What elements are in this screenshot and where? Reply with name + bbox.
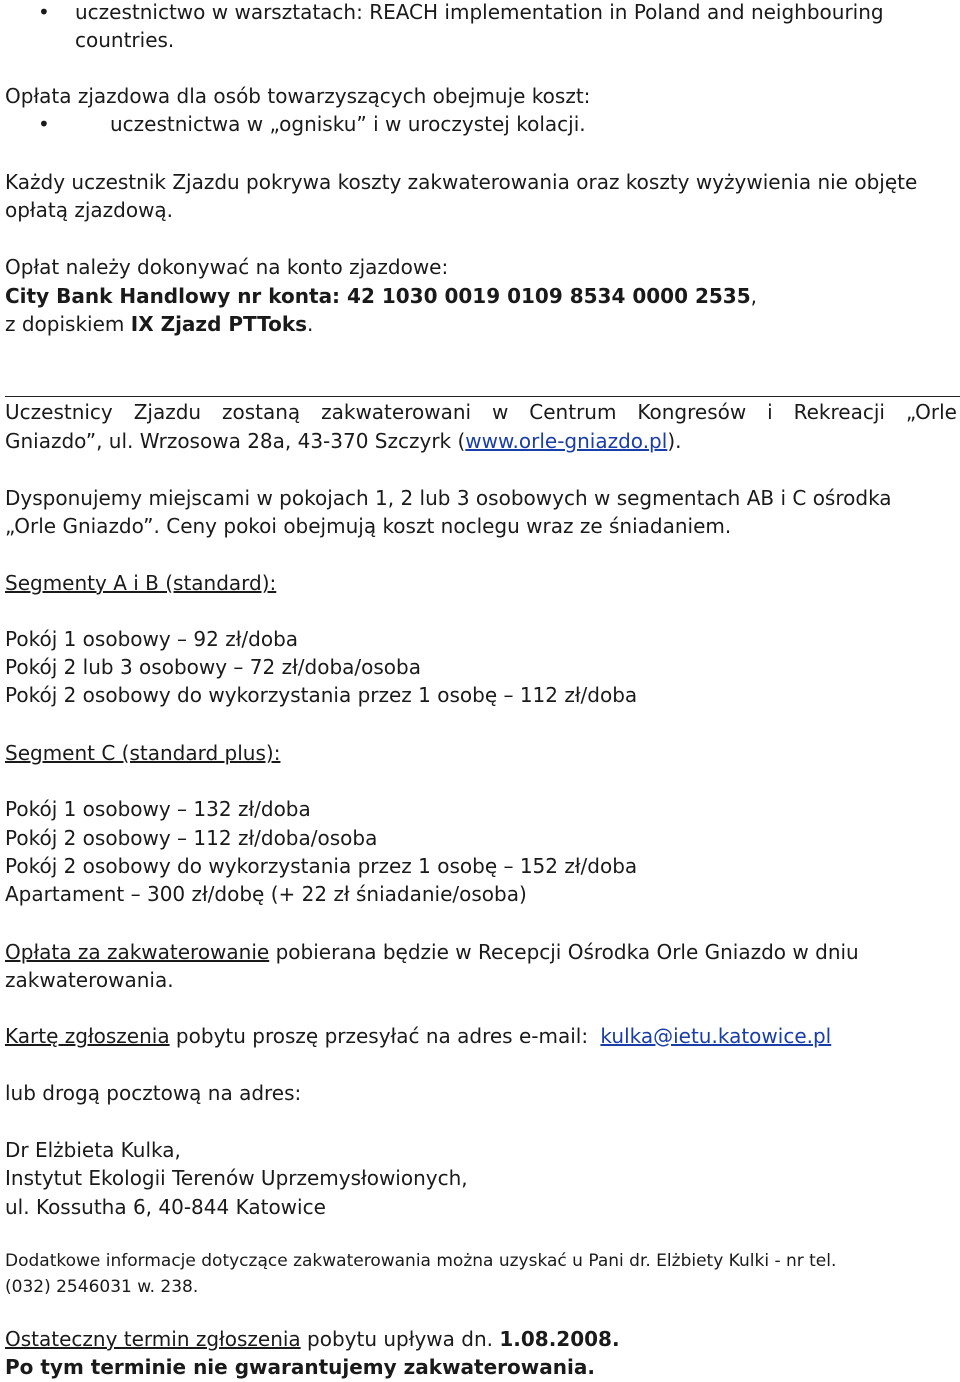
section-divider (5, 396, 960, 397)
accommodation-word: i (767, 400, 773, 424)
costs-note-line1: Każdy uczestnik Zjazdu pokrywa koszty zakwaterowania oraz koszty wyżywienia nie objęte (5, 170, 918, 194)
accommodation-word: Zjazdu (133, 400, 202, 424)
accommodation-word: zakwaterowani (321, 400, 472, 424)
accommodation-line2 (5, 429, 681, 453)
address-name: Dr Elżbieta Kulka, (5, 1138, 181, 1162)
fee-collection-line2: zakwaterowania. (5, 968, 174, 992)
website-link[interactable]: www.orle-gniazdo.pl (465, 429, 668, 453)
accommodation-word: Centrum (529, 400, 617, 424)
payment-note-title: IX Zjazd PTToks (130, 312, 308, 336)
price-row: Pokój 2 osobowy – 112 zł/doba/osoba (5, 826, 378, 850)
rooms-line2: „Orle Gniazdo”. Ceny pokoi obejmują koszt noclegu wraz ze śniadaniem. (5, 514, 732, 538)
postal-intro: lub drogą pocztową na adres: (5, 1081, 302, 1105)
bank-account-suffix: , (750, 284, 757, 308)
segment-c-heading: Segment C (standard plus): (5, 741, 281, 765)
payment-note-prefix: z dopiskiem (5, 312, 131, 336)
registration-line (5, 1024, 831, 1048)
accommodation-word: zostaną (222, 400, 301, 424)
price-row: Pokój 2 osobowy do wykorzystania przez 1 osobę – 152 zł/doba (5, 854, 638, 878)
accommodation-word: Kongresów (637, 400, 747, 424)
deadline-text: pobytu upływa dn. (300, 1327, 500, 1351)
price-row: Pokój 2 lub 3 osobowy – 72 zł/doba/osoba (5, 655, 421, 679)
deadline-date: 1.08.2008. (499, 1327, 620, 1351)
price-row: Pokój 1 osobowy – 92 zł/doba (5, 627, 299, 651)
price-row: Pokój 1 osobowy – 132 zł/doba (5, 797, 311, 821)
accommodation-word: „Orle (905, 400, 957, 424)
costs-note-line2: opłatą zjazdową. (5, 198, 174, 222)
bank-account-line (5, 284, 757, 308)
workshop-bullet-icon: • (38, 0, 50, 24)
accommodation-line2-suffix: ). (667, 429, 682, 453)
rooms-line1: Dysponujemy miejscami w pokojach 1, 2 lub 3 osobowych w segmentach AB i C ośrodka (5, 486, 892, 510)
payment-intro: Opłat należy dokonywać na konto zjazdowe: (5, 255, 449, 279)
payment-note-suffix: . (307, 312, 314, 336)
address-institute: Instytut Ekologii Terenów Uprzemysłowionych, (5, 1166, 468, 1190)
deadline-line (5, 1327, 620, 1351)
price-row: Apartament – 300 zł/dobę (+ 22 zł śniadanie/osoba) (5, 882, 527, 906)
accommodation-address: Gniazdo”, ul. Wrzosowa 28a, 43-370 Szczyrk ( (5, 429, 466, 453)
accommodation-line1 (5, 400, 957, 424)
workshop-bullet-text: uczestnictwo w warsztatach: REACH implementation in Poland and neighbouring (75, 0, 884, 24)
fee-collection-title: Opłata za zakwaterowanie (5, 940, 270, 964)
email-link[interactable]: kulka@ietu.katowice.pl (600, 1024, 832, 1048)
registration-text: pobytu proszę przesyłać na adres e-mail: (169, 1024, 595, 1048)
companion-bullet-icon: • (38, 112, 50, 136)
info-line1: Dodatkowe informacje dotyczące zakwaterowania można uzyskać u Pani dr. Elżbiety Kulki - nr tel. (5, 1251, 837, 1271)
fee-collection-line1 (5, 940, 859, 964)
info-line2: (032) 2546031 w. 238. (5, 1277, 199, 1297)
companion-fee-intro: Opłata zjazdowa dla osób towarzyszących obejmuje koszt: (5, 84, 591, 108)
deadline-title: Ostateczny termin zgłoszenia (5, 1327, 301, 1351)
deadline-warning: Po tym terminie nie gwarantujemy zakwaterowania. (5, 1355, 595, 1379)
accommodation-word: w (492, 400, 509, 424)
price-row: Pokój 2 osobowy do wykorzystania przez 1 osobę – 112 zł/doba (5, 683, 638, 707)
fee-collection-text: pobierana będzie w Recepcji Ośrodka Orle Gniazdo w dniu (269, 940, 859, 964)
accommodation-word: Rekreacji (793, 400, 885, 424)
registration-title: Kartę zgłoszenia (5, 1024, 170, 1048)
segment-ab-heading: Segmenty A i B (standard): (5, 571, 277, 595)
address-street: ul. Kossutha 6, 40-844 Katowice (5, 1195, 326, 1219)
workshop-bullet-text-cont: countries. (75, 28, 175, 52)
companion-bullet-text: uczestnictwa w „ognisku” i w uroczystej kolacji. (110, 112, 586, 136)
payment-note-line (5, 312, 313, 336)
accommodation-word: Uczestnicy (5, 400, 113, 424)
bank-account: City Bank Handlowy nr konta: 42 1030 0019 0109 8534 0000 2535 (5, 284, 751, 308)
